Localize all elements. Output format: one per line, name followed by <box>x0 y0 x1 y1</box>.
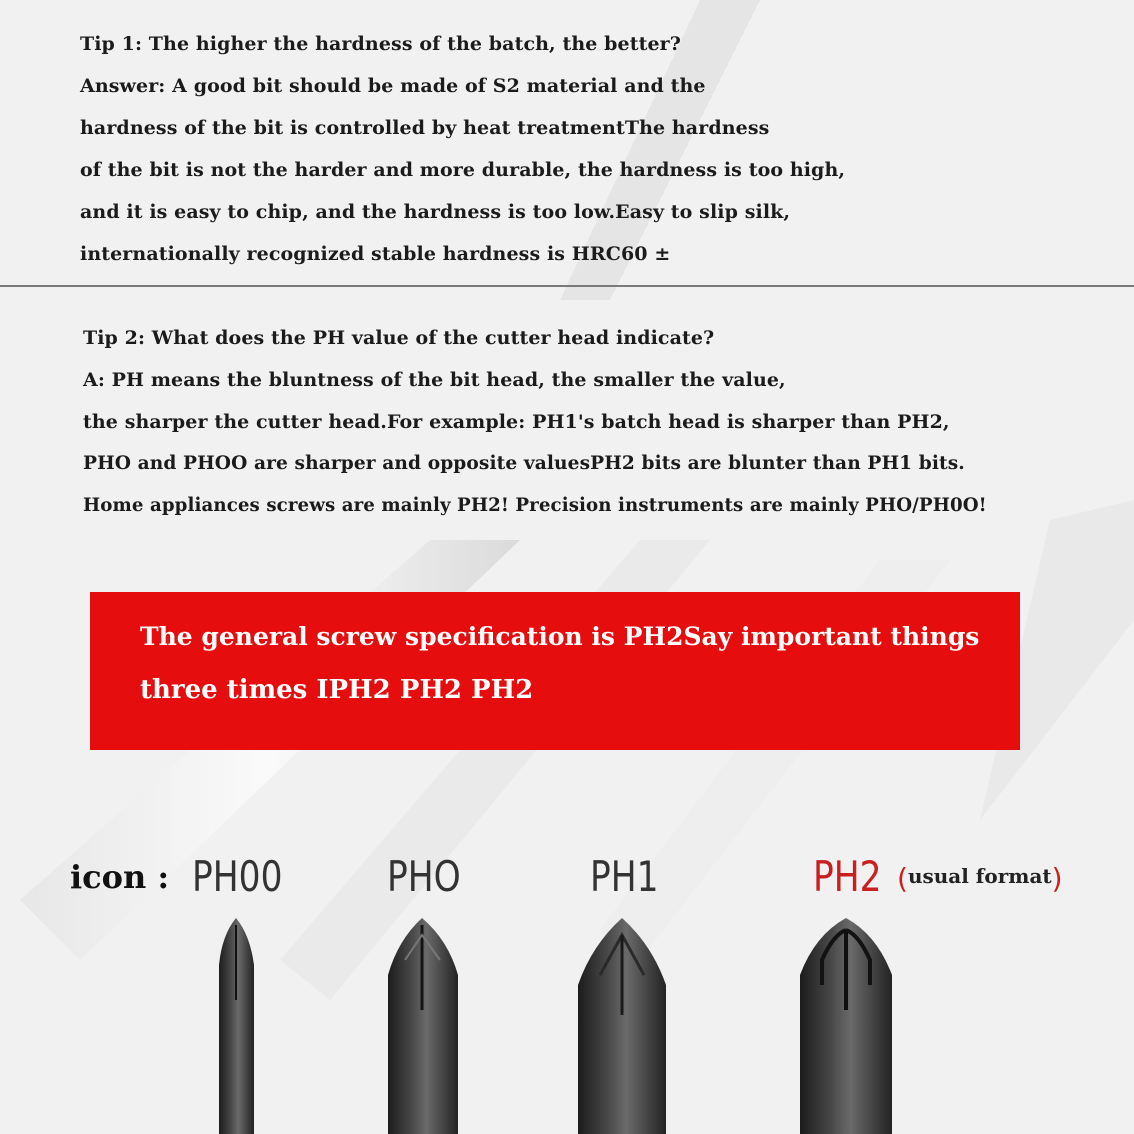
bit-label-ph00: PH00 <box>192 852 283 901</box>
tip-1-line: hardness of the bit is controlled by heat treatmentThe hardness <box>80 117 770 139</box>
bit-label-pho: PHO <box>387 852 461 901</box>
close-paren: ) <box>1051 862 1063 895</box>
ph2-bit-icon <box>800 918 892 1134</box>
usual-format-text: usual format <box>907 864 1052 888</box>
bit-label-ph2: PH2 <box>813 852 882 901</box>
ph1-bit-icon <box>578 918 666 1134</box>
tip-2-line: the sharper the cutter head.For example: PH1's batch head is sharper than PH2, <box>83 411 950 433</box>
ph00-bit-icon <box>219 918 254 1134</box>
tip-2-line: PHO and PHOO are sharper and opposite valuesPH2 bits are blunter than PH1 bits. <box>83 453 965 474</box>
bit-label-ph1: PH1 <box>590 852 659 901</box>
tip-2-line: Tip 2: What does the PH value of the cutter head indicate? <box>83 327 715 349</box>
tip-1-line: internationally recognized stable hardness is HRC60 ± <box>80 243 671 265</box>
tip-2-line: A: PH means the bluntness of the bit head, the smaller the value, <box>83 369 786 391</box>
tip-1-line: of the bit is not the harder and more durable, the hardness is too high, <box>80 159 846 181</box>
tip-1-line: Tip 1: The higher the hardness of the batch, the better? <box>80 33 682 55</box>
tip-1-line: Answer: A good bit should be made of S2 material and the <box>80 75 706 97</box>
banner-line-2: three times IPH2 PH2 PH2 <box>140 675 534 705</box>
tip-2-line: Home appliances screws are mainly PH2! Precision instruments are mainly PHO/PH0O! <box>83 495 987 516</box>
banner-line-1: The general screw specification is PH2Say important things <box>140 622 980 651</box>
icon-title: icon : <box>70 858 170 896</box>
tip-1-line: and it is easy to chip, and the hardness is too low.Easy to slip silk, <box>80 201 791 223</box>
ph0-bit-icon <box>388 918 458 1134</box>
open-paren: ( <box>897 862 908 895</box>
